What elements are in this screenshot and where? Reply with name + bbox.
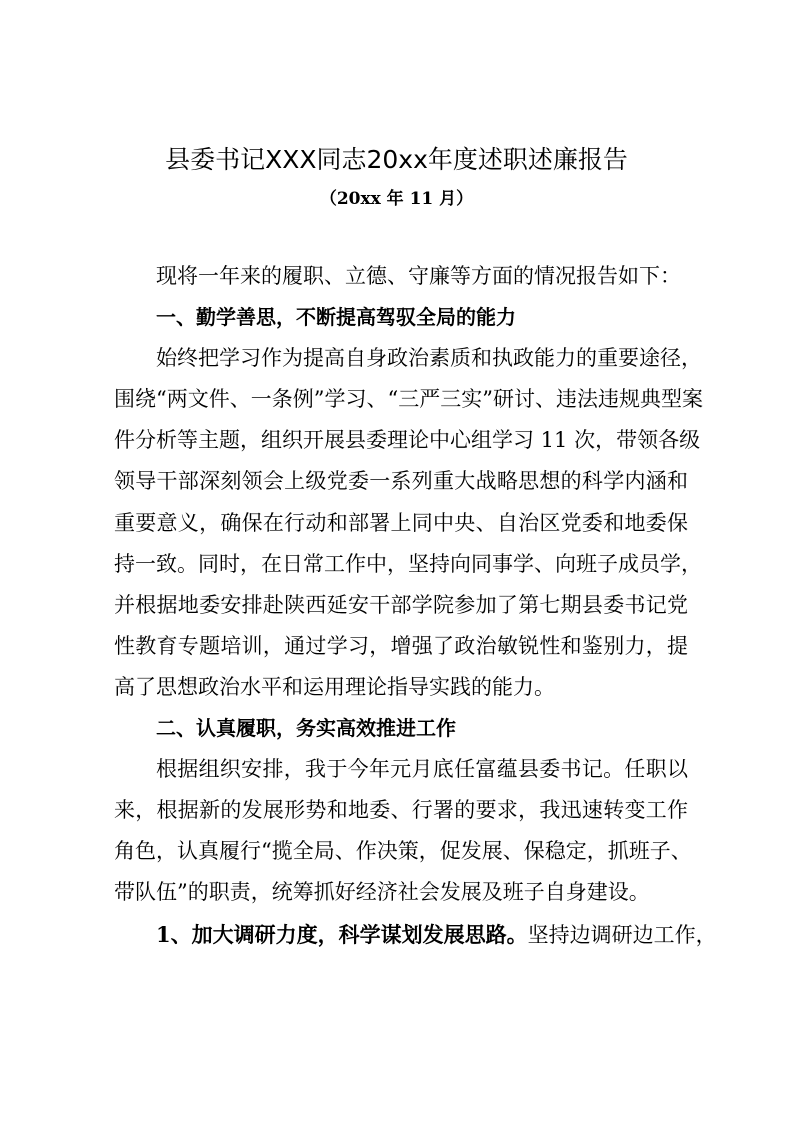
report-body <box>114 256 717 955</box>
paragraph-line: 根据组织安排，我于今年元月底任富蕴县委书记。任职以 <box>156 757 688 782</box>
paragraph-line: 并根据地委安排赴陕西延安干部学院参加了第七期县委书记党 <box>114 592 688 617</box>
paragraph-line: 始终把学习作为提高自身政治素质和执政能力的重要途径， <box>156 346 702 371</box>
paragraph-line: 重要意义，确保在行动和部署上同中央、自治区党委和地委保 <box>114 510 688 535</box>
paragraph-line: 角色，认真履行“揽全局、作决策，促发展、保稳定，抓班子、 <box>114 839 692 864</box>
subsection-line <box>114 914 717 955</box>
subsection-heading-1: 1、加大调研力度，科学谋划发展思路。 <box>156 921 528 947</box>
paragraph-line: 来，根据新的发展形势和地委、行署的要求，我迅速转变工作 <box>114 798 688 823</box>
report-title: 县委书记XXX同志20xx年度述职述廉报告 <box>165 145 628 174</box>
paragraph-line: 持一致。同时，在日常工作中，坚持向同事学、向班子成员学， <box>114 551 702 576</box>
intro-paragraph: 现将一年来的履职、立德、守廉等方面的情况报告如下： <box>156 264 681 288</box>
paragraph-line: 领导干部深刻领会上级党委一系列重大战略思想的科学内涵和 <box>114 469 688 494</box>
subsection-text: 坚持边调研边工作， <box>527 922 717 947</box>
paragraph-line: 性教育专题培训，通过学习，增强了政治敏锐性和鉴别力，提 <box>114 633 688 658</box>
section-heading-1: 一、勤学善思，不断提高驾驭全局的能力 <box>156 305 516 330</box>
paragraph-line: 围绕“两文件、一条例”学习、“三严三实”研讨、违法违规典型案 <box>114 387 703 412</box>
paragraph-line: 带队伍”的职责，统筹抓好经济社会发展及班子自身建设。 <box>114 880 650 905</box>
paragraph-line: 高了思想政治水平和运用理论指导实践的能力。 <box>114 674 555 699</box>
paragraph-line: 件分析等主题，组织开展县委理论中心组学习 11 次，带领各级 <box>114 428 701 453</box>
report-date: （20xx 年 11 月） <box>319 189 474 209</box>
section-heading-2: 二、认真履职，务实高效推进工作 <box>156 716 456 741</box>
